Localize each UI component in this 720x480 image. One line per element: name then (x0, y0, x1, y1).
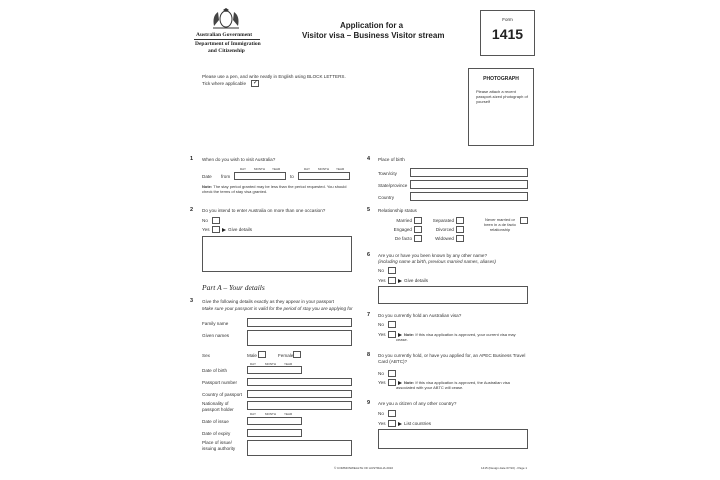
q4-number: 4 (367, 156, 371, 162)
q6-number: 6 (367, 252, 371, 258)
male-checkbox[interactable] (258, 351, 266, 358)
q8-note-text: If this visa application is approved, the Australian visa associated with your ABTC will cease. (396, 380, 510, 390)
q8-number: 8 (367, 352, 371, 358)
family-name-label: Family name (202, 321, 229, 326)
photograph-box (468, 68, 534, 146)
state-field[interactable] (410, 180, 528, 189)
town-field[interactable] (410, 168, 528, 177)
q9-no-label: No (378, 411, 384, 416)
female-label: Female (278, 353, 294, 358)
photo-title: PHOTOGRAPH (483, 76, 519, 82)
q6-no-checkbox[interactable] (388, 267, 396, 274)
q2-yes-label: Yes (202, 227, 210, 232)
header (190, 8, 535, 60)
place-of-issue-label: Place of issue/ issuing authority (202, 440, 236, 451)
dob-month-label: MONTH (265, 362, 276, 366)
q2-question: Do you intend to enter Australia on more than one occasion? (202, 208, 326, 213)
nationality-label: Nationality of passport holder (202, 401, 234, 412)
q2-details-field[interactable] (202, 236, 352, 272)
q8-question: Do you currently hold, or have you applied for, an APEC Business Travel Card (ABTC)? (378, 353, 526, 364)
q7-note-label: Note: (404, 332, 415, 337)
q1-from-label: from (221, 174, 231, 179)
defacto-label: De facto (394, 236, 412, 241)
q7-note-text: If this visa application is approved, your current visa may cease. (396, 332, 516, 342)
issue-year-label: YEAR (284, 412, 293, 416)
divorced-checkbox[interactable] (456, 226, 464, 233)
dob-day-label: DAY (250, 362, 256, 366)
dob-field[interactable] (247, 366, 302, 374)
never-married-label: Never married or been in a de facto relationship (484, 217, 516, 232)
q5-question: Relationship status (378, 208, 417, 213)
issue-day-label: DAY (250, 412, 256, 416)
male-label: Male (247, 353, 257, 358)
dob-year-label: YEAR (284, 362, 293, 366)
separated-label: Separated (432, 218, 454, 223)
widowed-checkbox[interactable] (456, 235, 464, 242)
form-number: 1415 (491, 26, 524, 42)
tick-instruction: Tick where applicable (202, 81, 247, 86)
q6-hint: (including name at birth, previous married names, aliases) (378, 259, 496, 264)
separated-checkbox[interactable] (456, 217, 464, 224)
part-a-title: Part A – Your details (202, 283, 265, 292)
issue-month-label: MONTH (265, 412, 276, 416)
arrow-icon (398, 422, 402, 426)
q6-question: Are you or have you been known by any other name? (378, 253, 488, 258)
sex-label: Sex (202, 353, 210, 358)
q2-give-label: Give details (228, 227, 253, 232)
q1-note-text: The stay period granted may be less than the period requested. You should check the terms of stay visa granted. (202, 184, 347, 194)
q8-no-checkbox[interactable] (388, 370, 396, 377)
expiry-date-field[interactable] (247, 429, 302, 437)
passport-number-field[interactable] (247, 378, 352, 386)
given-names-field[interactable] (247, 330, 352, 346)
q9-list-countries (396, 421, 431, 427)
q2-no-checkbox[interactable] (212, 217, 220, 224)
q1-day-label-2: DAY (304, 167, 310, 171)
q1-month-label-2: MONTH (318, 167, 329, 171)
q1-year-label: YEAR (272, 167, 281, 171)
q5-number: 5 (367, 207, 371, 213)
country-field[interactable] (410, 192, 528, 201)
q9-yes-checkbox[interactable] (388, 420, 396, 427)
q7-yes-label: Yes (378, 332, 386, 337)
female-checkbox[interactable] (293, 351, 301, 358)
q3-hint: Make sure your passport is valid for the period of stay you are applying for (202, 306, 353, 311)
q9-yes-label: Yes (378, 421, 386, 426)
country-label: Country (378, 195, 395, 200)
q8-note-label: Note: (404, 380, 415, 385)
q9-question: Are you a citizen of any other country? (378, 401, 457, 406)
defacto-checkbox[interactable] (414, 235, 422, 242)
q1-question: When do you wish to visit Australia? (202, 157, 276, 162)
divorced-label: Divorced (435, 227, 454, 232)
q1-day-label: DAY (240, 167, 246, 171)
q6-no-label: No (378, 268, 384, 273)
issue-date-field[interactable] (247, 417, 302, 425)
q1-date-label: Date (202, 174, 212, 179)
form-title-1: Application for a (340, 21, 404, 30)
q2-number: 2 (190, 207, 194, 213)
q1-month-label: MONTH (254, 167, 265, 171)
q7-note (396, 332, 528, 342)
q4-question: Place of birth (378, 157, 405, 162)
q2-give-details (220, 227, 252, 233)
arrow-icon (398, 279, 402, 283)
passport-country-field[interactable] (247, 390, 352, 398)
widowed-label: Widowed (435, 236, 454, 241)
q9-list-label: List countries (404, 421, 432, 426)
married-checkbox[interactable] (414, 217, 422, 224)
never-married-checkbox[interactable] (520, 217, 528, 224)
q8-yes-label: Yes (378, 380, 386, 385)
q7-number: 7 (367, 312, 371, 318)
q1-year-label-2: YEAR (336, 167, 345, 171)
intro-text: Please use a pen, and write neatly in English using BLOCK LETTERS. (202, 74, 346, 79)
q1-date-to-field[interactable] (298, 172, 350, 180)
q1-note (202, 184, 352, 194)
photo-instructions: Please attach a recent passport-sized photograph of yourself (476, 89, 528, 104)
q9-no-checkbox[interactable] (388, 410, 396, 417)
q8-note (396, 380, 528, 390)
q1-number: 1 (190, 156, 194, 162)
passport-country-label: Country of passport (202, 392, 243, 397)
q1-note-label: Note: (202, 184, 213, 189)
passport-number-label: Passport number (202, 380, 237, 385)
q9-countries-field[interactable] (378, 429, 528, 449)
form-title-2: Visitor visa – Business Visitor stream (302, 31, 445, 40)
q6-details-field[interactable] (378, 286, 528, 304)
town-label: Town/city (378, 171, 397, 176)
q2-no-label: No (202, 218, 208, 223)
q1-to-label: to (290, 174, 294, 179)
footer-copyright: © COMMONWEALTH OF AUSTRALIA 2010 (334, 466, 394, 470)
q6-yes-checkbox[interactable] (388, 277, 396, 284)
q9-number: 9 (367, 400, 371, 406)
govt-name: Australian Government (196, 32, 253, 38)
footer-page: 1415 (Design date 07/10) - Page 1 (481, 466, 528, 470)
q6-give-label: Give details (404, 278, 429, 283)
married-label: Married (396, 218, 412, 223)
family-name-field[interactable] (247, 318, 352, 327)
state-label: State/province (378, 183, 408, 188)
engaged-checkbox[interactable] (414, 226, 422, 233)
arrow-icon (222, 228, 226, 232)
expiry-date-label: Date of expiry (202, 431, 231, 436)
tick-mark: ✓ (253, 80, 259, 86)
tick-sample-box (251, 80, 259, 87)
given-names-label: Given names (202, 333, 230, 338)
q7-no-label: No (378, 322, 384, 327)
q8-no-label: No (378, 371, 384, 376)
header-divider (194, 39, 260, 40)
q7-no-checkbox[interactable] (388, 321, 396, 328)
issue-date-label: Date of issue (202, 419, 229, 424)
q3-number: 3 (190, 298, 194, 304)
q8-yes-checkbox[interactable] (388, 379, 396, 386)
q7-question: Do you currently hold an Australian visa? (378, 313, 462, 318)
dept-name-1: Department of Immigration (195, 41, 261, 47)
coat-of-arms-logo (210, 8, 242, 30)
nationality-field[interactable] (247, 401, 352, 410)
q1-date-from-field[interactable] (234, 172, 286, 180)
q6-yes-label: Yes (378, 278, 386, 283)
engaged-label: Engaged (393, 227, 412, 232)
place-of-issue-field[interactable] (247, 440, 352, 456)
q6-give-details (396, 278, 428, 284)
form-number-box (480, 10, 535, 56)
dob-label: Date of birth (202, 368, 228, 373)
q7-yes-checkbox[interactable] (388, 331, 396, 338)
q3-question: Give the following details exactly as they appear in your passport (202, 299, 335, 304)
q2-yes-checkbox[interactable] (212, 226, 220, 233)
dept-name-2: and Citizenship (208, 48, 245, 54)
form-label: Form (502, 17, 513, 22)
